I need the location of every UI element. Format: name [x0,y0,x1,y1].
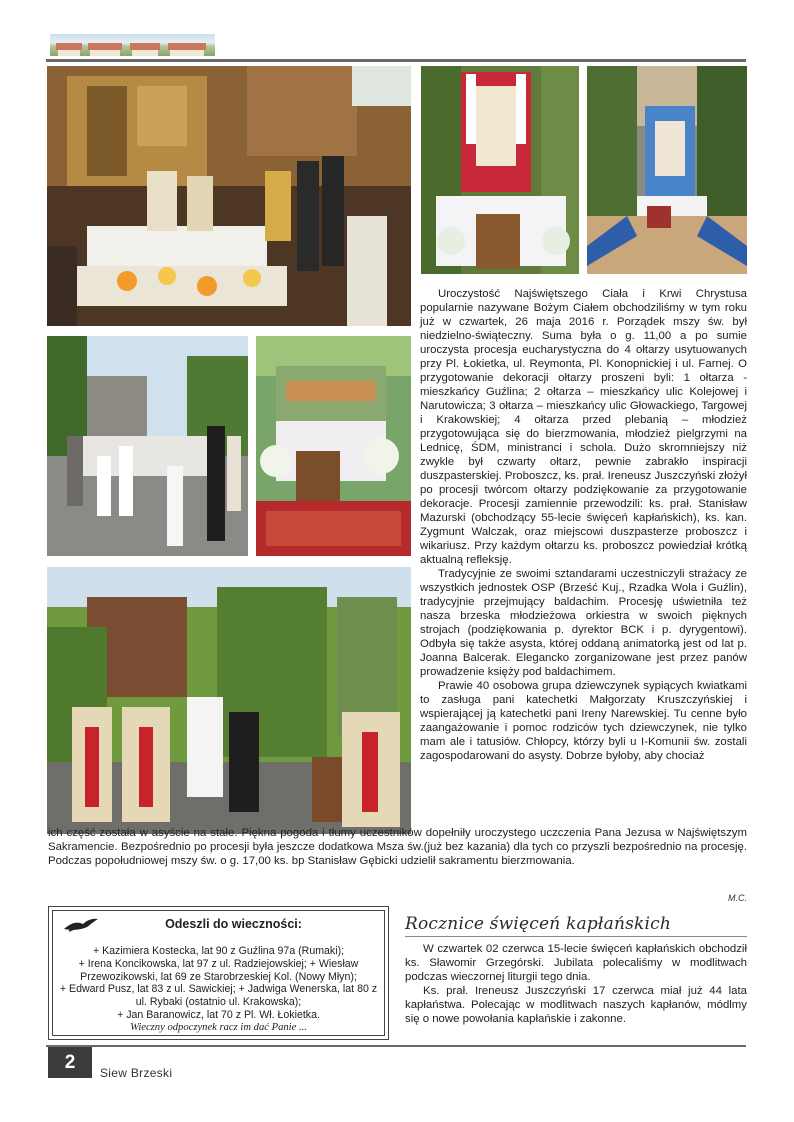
obituary-list [57,945,380,1022]
article-column-text [420,287,747,763]
obituary-entry: + Edward Pusz, lat 83 z ul. Sawickiej; + Jadwiga Wenerska, lat 80 z ul. Rybaki (ostatnio ul. Krakowska); [59,983,378,1009]
anniversaries-rule [405,936,747,937]
obituary-entry: + Kazimiera Kostecka, lat 90 z Guźlina 97a (Rumaki); [92,945,345,957]
obituary-title: Odeszli do wieczności: [165,917,302,931]
article-paragraph: Prawie 40 osobowa grupa dziewczynek sypiących kwiatkami to zasługa pani katechetki Małgorzaty Kruszczyńskiej i wspierającej ją katechetki pani Ireny Narewskiej. Tu cenne było zaangażowanie i pomoc rodziców tych dziewczynek, nie tylko mam ale i tatusiów. Chłopcy, którzy byli u I-Komunii św. zostali zagospodarowani do asysty. Dobrze byłoby, aby chociaż [420,680,747,762]
page-number: 2 [48,1047,92,1078]
article-paragraph: Uroczystość Najświętszego Ciała i Krwi Chrystusa popularnie nazywane Bożym Ciałem obchodziliśmy w tym roku już w czwartek, 26 maja 2016 r. Porządek mszy św. był niedzielno-świąteczny. Suma była o g. 11,00 a po sumie uroczysta procesja eucharystyczna do 4 ołtarzy usytuowanych przy Pl. Łokietka, ul. Reymonta, Pl. Konopnickiej i ul. Farnej. O przygotowanie dekoracji ołtarzy proszeni byli: 1 ołtarza - mieszkańcy Guźlina; 2 ołtarza – mieszkańcy ulic Kolejowej i Narutowicza; 3 ołtarza – mieszkańcy ulic Głowackiego, Targowej i Krakowskiej; 4 ołtarza przed plebanią – młodzież przygotowująca się do bierzmowania, młodzież pielgrzymi na Lednicę, ŚDM, ministranci i schola. Dużo skromniejszy niż zwykle był czwarty ołtarz, pewnie zabrakło inspiracji duszpasterskiej. Proboszcz, ks. prał. Ireneusz Juszczyński złożył po procesji twórcom ołtarzy podziękowanie za przygotowanie dekoracje. Procesji zamiennie przewodzili: ks. prał. Stanisław Mazurski (obchodzący 55-lecie święceń kapłańskich), ks. kan. Zygmunt Walczak, oraz miejscowi duszpasterze proboszcz i wikariusz. Przy każdym ołtarzu ks. proboszcz powiedział krótką aktualną refleksję. [420,288,747,566]
photo-altar-green-tent [256,336,411,556]
header-town-thumbnail [50,34,215,56]
article-signature: M.C. [728,893,747,903]
photo-altar-blue [587,66,747,274]
obituary-box [48,906,389,1040]
publication-name: Siew Brzeski [100,1066,173,1080]
obituary-quote: Wieczny odpoczynek racz im dać Panie ... [130,1021,307,1033]
anniversaries-title: Rocznice święceń kapłańskich [405,914,672,934]
header-rule [46,59,746,62]
anniversaries-text [405,942,747,1026]
obituary-entry: + Jan Baranowicz, lat 70 z Pl. Wł. Łokietka. [117,1008,320,1021]
photo-altar-red-curtain [421,66,579,274]
anniversaries-paragraph: W czwartek 02 czerwca 15-lecie święceń kapłańskich obchodził ks. Sławomir Grzegórski. Jubilata polecaliśmy w modlitwach podczas wieczornej liturgii tego dnia. [405,943,747,983]
photo-church-interior [47,66,411,326]
footer-rule [46,1045,746,1047]
obituary-entry: + Irena Koncikowska, lat 97 z ul. Radziejowskiej; + Wiesław Przewozikowski, lat 69 ze Starobrzeskiej Kol. (Nowy Młyn); [78,957,359,983]
bird-icon [63,917,99,933]
article-paragraph: Tradycyjnie ze swoimi sztandarami uczestniczyli strażacy ze wszystkich jednostek OSP (Brześć Kuj., Rzadka Wola i Guźlin), tradycyjnie przejmujący baldachim. Procesję uświetniła też nasza brzeska młodzieżowa orkiestra w swoich pięknych strojach (podziękowania p. dyrektor BCK i p. dyrygentowi). Odbyła się także asysta, której oddaną animatorką jest od lat p. Joanna Balcerak. Elegancko zorganizowane jest przez panów prowadzenie księży pod baldachimem. [420,568,747,678]
article-full-width-text: ich część została w asyście na stałe. Piękna pogoda i tłumy uczestników dopełniły uroczystego uczczenia Pana Jezusa w Najświętszym Sakramencie. Bezpośrednio po procesji była jeszcze dodatkowa Msza św.(już bez kazania) dla tych co przyszli bezpośrednio na procesję. Podczas popołudniowej mszy św. o g. 17,00 ks. bp Stanisław Gębicki udzielił sakramentu bierzmowania. [48,827,747,867]
photo-priests-outdoors [47,567,411,834]
photo-procession-girls [47,336,248,556]
anniversaries-paragraph: Ks. prał. Ireneusz Juszczyński 17 czerwca miał już 44 lata kapłaństwa. Polecając w modlitwach naszych kapłanów, módlmy się o nowe powołania kapłańskie i zakonne. [405,985,747,1025]
